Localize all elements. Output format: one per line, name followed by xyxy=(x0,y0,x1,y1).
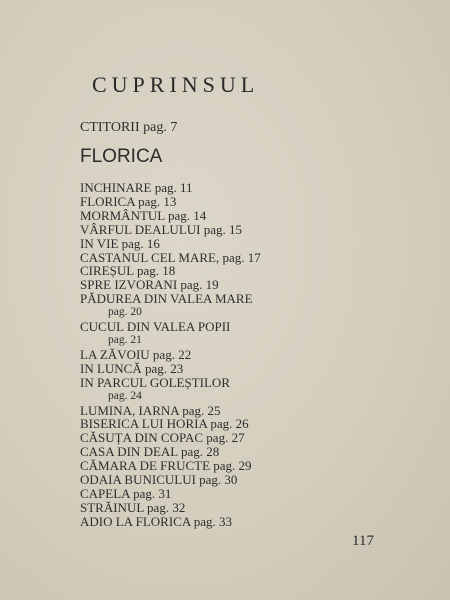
toc-entry: INCHINARE pag. 11 xyxy=(80,180,193,195)
toc-entry: PĂDUREA DIN VALEA MARE xyxy=(80,291,253,307)
page-number: 117 xyxy=(352,533,374,549)
toc-entry: LUMINA, IARNA pag. 25 xyxy=(80,402,221,418)
toc-entry: FLORICA pag. 13 xyxy=(80,193,177,209)
toc-entry: ADIO LA FLORICA pag. 33 xyxy=(80,513,233,529)
table-of-contents xyxy=(80,181,261,529)
toc-entry-ctitorii: CTITORII pag. 7 xyxy=(80,120,178,135)
toc-entry: IN PARCUL GOLEȘTILOR xyxy=(80,374,230,390)
toc-entry: STRĂINUL pag. 32 xyxy=(80,499,186,515)
toc-entry: LA ZĂVOIU pag. 22 xyxy=(80,346,192,362)
toc-entry-page: pag. 24 xyxy=(108,389,142,402)
toc-entry: VÂRFUL DEALULUI pag. 15 xyxy=(80,221,242,237)
toc-entry: CAPELA pag. 31 xyxy=(80,485,172,501)
toc-entry: CĂSUȚA DIN COPAC pag. 27 xyxy=(80,430,245,446)
toc-entry: CASA DIN DEAL pag. 28 xyxy=(80,444,220,460)
toc-entry-page: pag. 20 xyxy=(108,306,142,319)
section-heading: FLORICA xyxy=(80,146,163,167)
toc-entry: CUCUL DIN VALEA POPII xyxy=(80,319,231,335)
toc-entry: ODAIA BUNICULUI pag. 30 xyxy=(80,472,238,488)
toc-entry-page: pag. 21 xyxy=(108,333,142,346)
toc-entry: IN LUNCĂ pag. 23 xyxy=(80,360,184,376)
toc-entry: IN VIE pag. 16 xyxy=(80,235,160,251)
page-title: CUPRINSUL xyxy=(92,72,260,97)
toc-entry: CĂMARA DE FRUCTE pag. 29 xyxy=(80,458,252,474)
toc-entry: CIREȘUL pag. 18 xyxy=(80,263,176,279)
toc-entry: CASTANUL CEL MARE, pag. 17 xyxy=(80,249,261,265)
toc-entry: MORMÂNTUL pag. 14 xyxy=(80,207,207,223)
toc-entry: BISERICA LUI HORIA pag. 26 xyxy=(80,416,249,432)
toc-entry: SPRE IZVORANI pag. 19 xyxy=(80,277,219,293)
